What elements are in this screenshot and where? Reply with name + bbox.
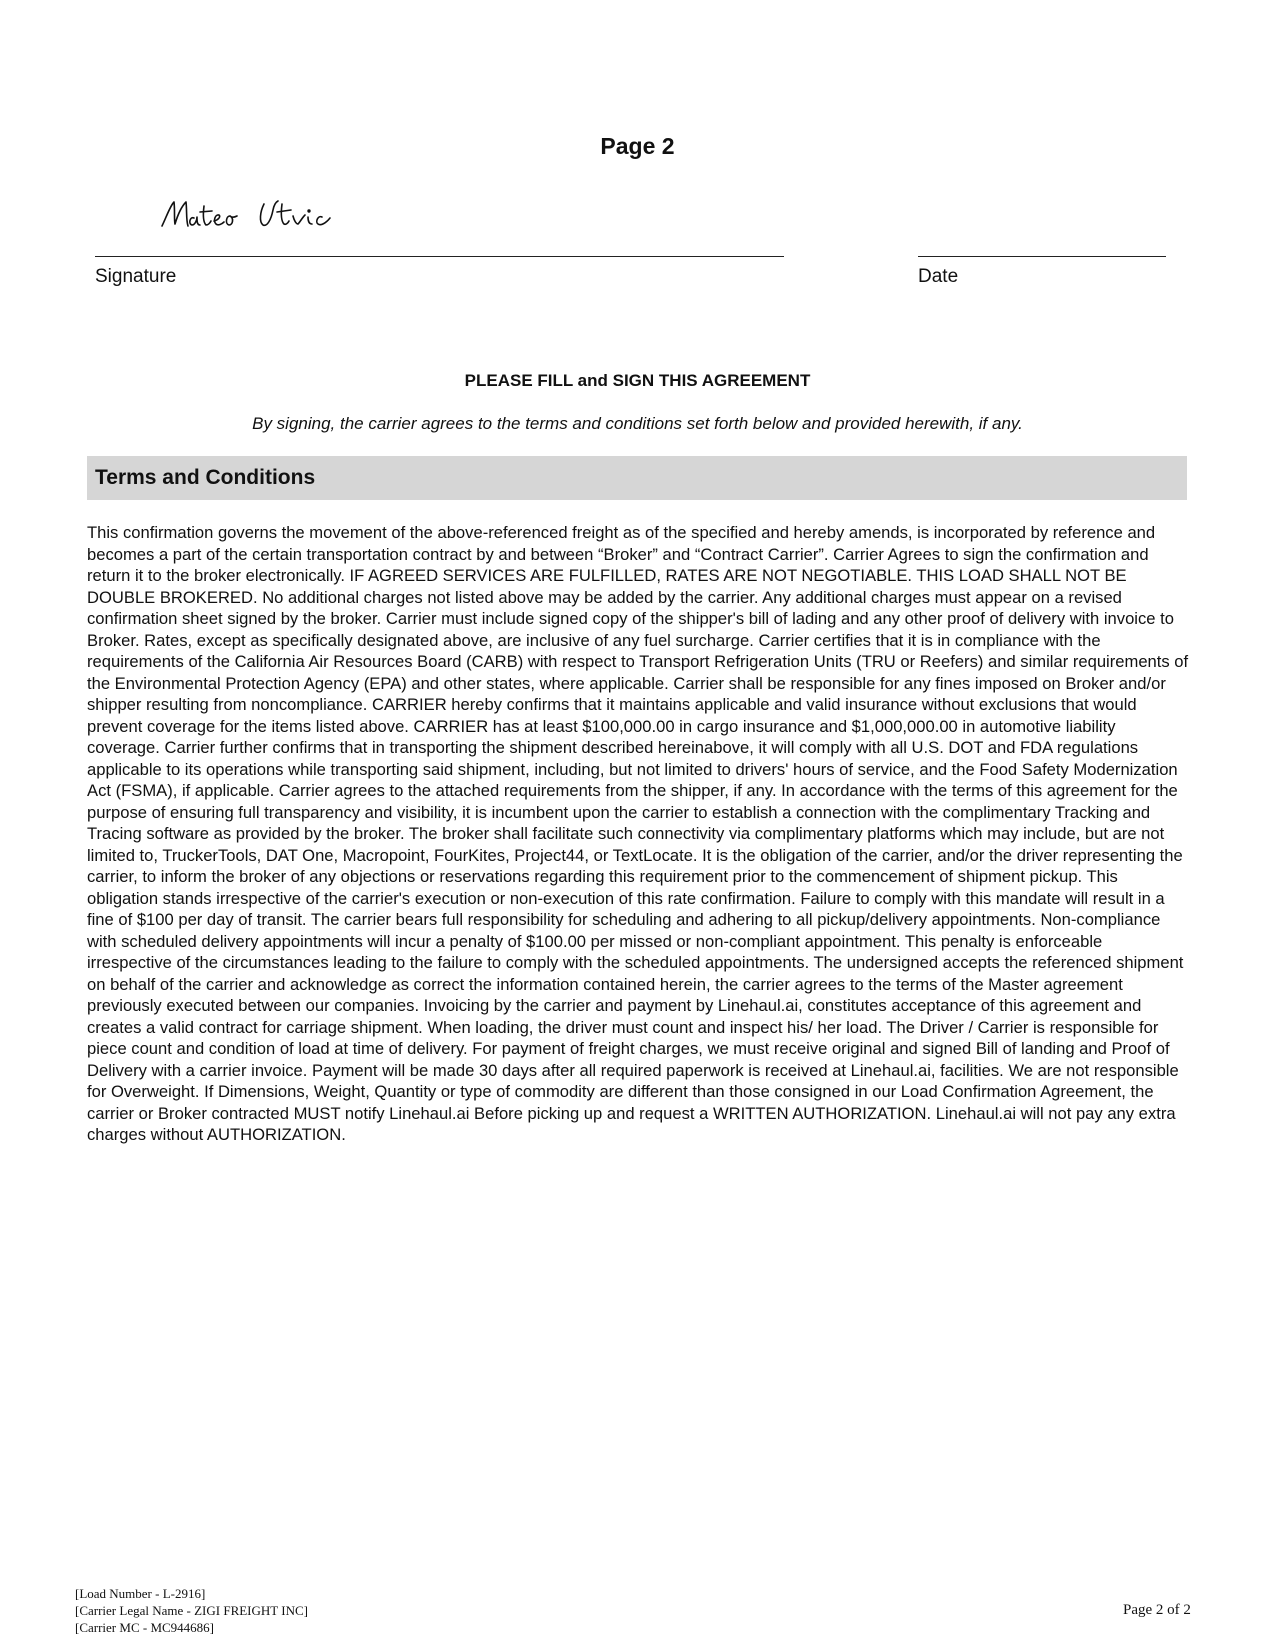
agreement-heading: PLEASE FILL and SIGN THIS AGREEMENT	[464, 371, 811, 390]
footer-carrier-legal-name: [Carrier Legal Name - ZIGI FREIGHT INC]	[75, 1603, 308, 1618]
page-number: Page 2 of 2	[1123, 1602, 1191, 1618]
page-title: Page 2	[600, 133, 675, 159]
handwritten-signature	[160, 196, 360, 244]
footer-load-number: [Load Number - L-2916]	[75, 1586, 206, 1601]
date-label: Date	[918, 266, 959, 287]
date-line	[918, 256, 1166, 257]
agreement-subtext: By signing, the carrier agrees to the terms and conditions set forth below and provided herewith, if any.	[252, 414, 1023, 433]
signature-label: Signature	[95, 266, 177, 287]
signature-line	[95, 256, 784, 257]
terms-title: Terms and Conditions	[95, 466, 316, 489]
footer-info	[75, 1585, 308, 1636]
terms-header-bar	[87, 456, 1187, 500]
footer-carrier-mc: [Carrier MC - MC944686]	[75, 1620, 215, 1635]
terms-body: This confirmation governs the movement of the above-referenced freight as of the specified and hereby amends, is incorporated by reference and becomes a part of the certain transportation contract by and between “Broker” and “Contract Carrier”. Carrier Agrees to sign the confirmation and return it to the broker electronically. IF AGREED SERVICES ARE FULFILLED, RATES ARE NOT NEGOTIABLE. THIS LOAD SHALL NOT BE DOUBLE BROKERED. No additional charges not listed above may be added by the carrier. Any additional charges must appear on a revised confirmation sheet signed by the broker. Carrier must include signed copy of the shipper's bill of lading and any other proof of delivery with invoice to Broker. Rates, except as specifically designated above, are inclusive of any fuel surcharge. Carrier certifies that it is in compliance with the requirements of the California Air Resources Board (CARB) with respect to Transport Refrigeration Units (TRU or Reefers) and similar requirements of the Environmental Protection Agency (EPA) and other states, where applicable. Carrier shall be responsible for any fines imposed on Broker and/or shipper resulting from noncompliance. CARRIER hereby confirms that it maintains applicable and valid insurance without exclusions that would prevent coverage for the items listed above. CARRIER has at least $100,000.00 in cargo insurance and $1,000,000.00 in automotive liability coverage. Carrier further confirms that in transporting the shipment described hereinabove, it will comply with all U.S. DOT and FDA regulations applicable to its operations while transporting said shipment, including, but not limited to drivers' hours of service, and the Food Safety Modernization Act (FSMA), if applicable. Carrier agrees to the attached requirements from the shipper, if any. In accordance with the terms of this agreement for the purpose of ensuring full transparency and visibility, it is incumbent upon the carrier to establish a connection with the complimentary Tracking and Tracing software as provided by the broker. The broker shall facilitate such connectivity via complimentary platforms which may include, but are not limited to, TruckerTools, DAT One, Macropoint, FourKites, Project44, or TextLocate. It is the obligation of the carrier, and/or the driver representing the carrier, to inform the broker of any objections or reservations regarding this requirement prior to the commencement of shipment pickup. This obligation stands irrespective of the carrier's execution or non-execution of this rate confirmation. Failure to comply with this mandate will result in a fine of $100 per day of transit. The carrier bears full responsibility for scheduling and adhering to all pickup/delivery appointments. Non-compliance with scheduled delivery appointments will incur a penalty of $100.00 per missed or non-compliant appointment. This penalty is enforceable irrespective of the circumstances leading to the failure to comply with the scheduled appointments. The undersigned accepts the referenced shipment on behalf of the carrier and acknowledge as correct the information contained herein, the carrier agrees to the terms of the Master agreement previously executed between our companies. Invoicing by the carrier and payment by Linehaul.ai, constitutes acceptance of this agreement and creates a valid contract for carriage shipment. When loading, the driver must count and inspect his/ her load. The Driver / Carrier is responsible for piece count and condition of load at time of delivery. For payment of freight charges, we must receive original and signed Bill of landing and Proof of Delivery with a carrier invoice. Payment will be made 30 days after all required paperwork is received at Linehaul.ai, facilities. We are not responsible for Overweight. If Dimensions, Weight, Quantity or type of commodity are different than those consigned in our Load Confirmation Agreement, the carrier or Broker contracted MUST notify Linehaul.ai Before picking up and request a WRITTEN AUTHORIZATION. Linehaul.ai will not pay any extra charges without AUTHORIZATION.	[87, 523, 1189, 1144]
